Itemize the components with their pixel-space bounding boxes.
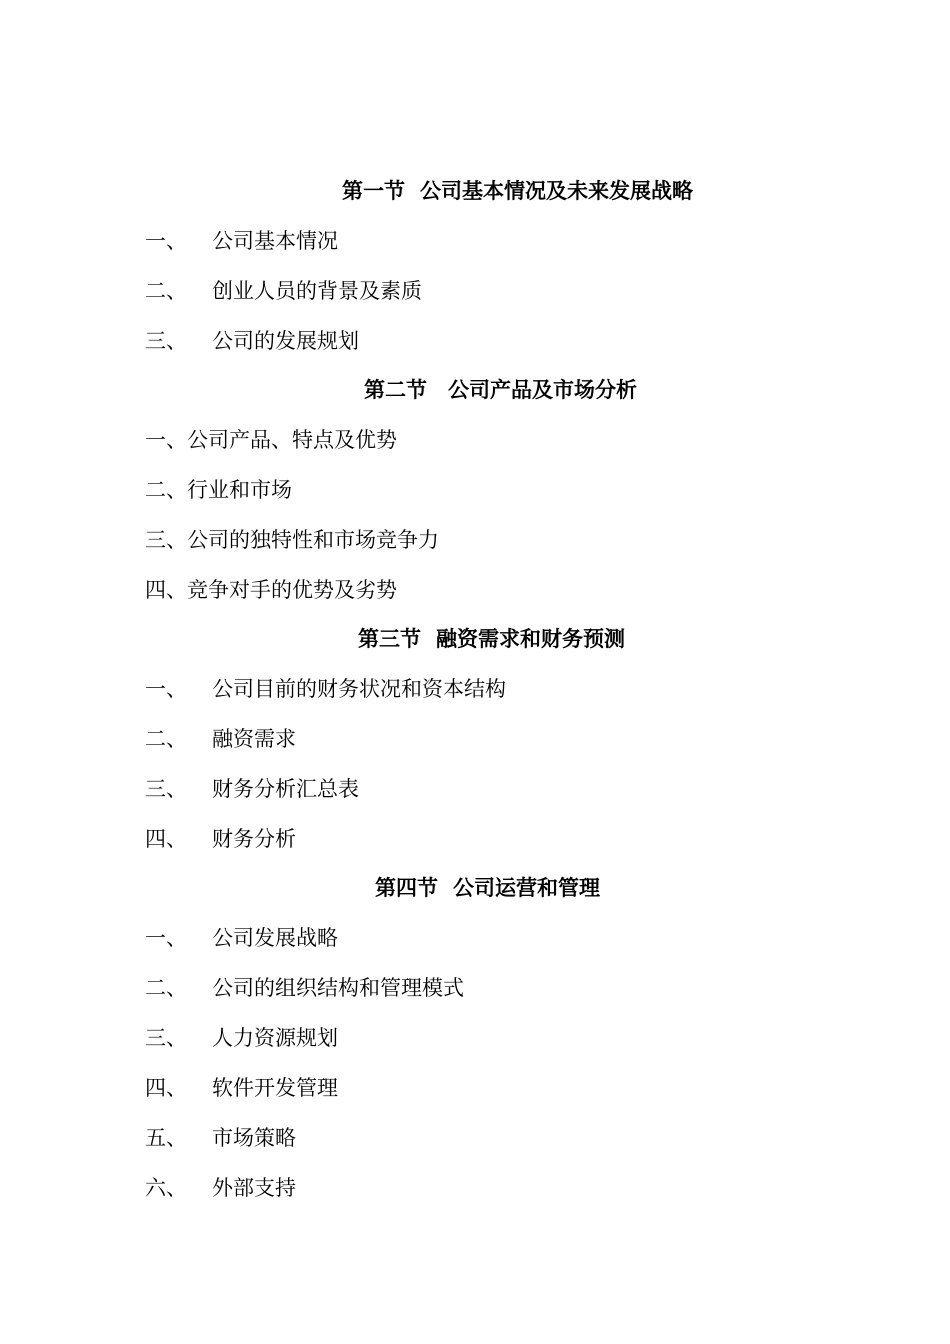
section-3-heading <box>0 624 950 654</box>
item-text: 外部支持 <box>212 1176 296 1200</box>
section-4-number: 第四节 <box>375 875 438 900</box>
section-3-number: 第三节 <box>358 626 421 651</box>
section-2-title: 公司产品及市场分析 <box>448 377 637 402</box>
item-text: 一、公司产品、特点及优势 <box>145 428 397 452</box>
item-text: 人力资源规划 <box>212 1026 338 1050</box>
item-text: 创业人员的背景及素质 <box>212 279 422 303</box>
item-number: 四、 <box>145 1076 187 1100</box>
section-4-heading <box>0 873 950 903</box>
item-number: 一、 <box>145 926 187 950</box>
item-text: 公司基本情况 <box>212 229 338 253</box>
list-item <box>145 575 397 605</box>
item-text: 三、公司的独特性和市场竞争力 <box>145 528 439 552</box>
item-text: 公司的组织结构和管理模式 <box>212 976 464 1000</box>
list-item <box>145 525 439 555</box>
list-item <box>145 475 292 505</box>
item-number: 一、 <box>145 229 187 253</box>
section-1-number: 第一节 <box>342 178 405 203</box>
item-text: 四、竞争对手的优势及劣势 <box>145 578 397 602</box>
section-2-number: 第二节 <box>364 377 427 402</box>
item-text: 财务分析汇总表 <box>212 777 359 801</box>
list-item <box>145 425 397 455</box>
section-3-title: 融资需求和财务预测 <box>436 626 625 651</box>
item-number: 二、 <box>145 727 187 751</box>
item-text: 公司目前的财务状况和资本结构 <box>212 677 506 701</box>
item-number: 三、 <box>145 1026 187 1050</box>
item-text: 软件开发管理 <box>212 1076 338 1100</box>
item-number: 一、 <box>145 677 187 701</box>
section-2-heading <box>0 375 950 405</box>
item-text: 公司发展战略 <box>212 926 338 950</box>
section-1-title: 公司基本情况及未来发展战略 <box>420 178 693 203</box>
item-text: 公司的发展规划 <box>212 329 359 353</box>
section-1-heading <box>0 176 950 206</box>
item-text: 市场策略 <box>212 1126 296 1150</box>
item-text: 二、行业和市场 <box>145 478 292 502</box>
item-number: 三、 <box>145 777 187 801</box>
item-number: 五、 <box>145 1126 187 1150</box>
item-text: 财务分析 <box>212 827 296 851</box>
item-text: 融资需求 <box>212 727 296 751</box>
item-number: 三、 <box>145 329 187 353</box>
item-number: 二、 <box>145 279 187 303</box>
item-number: 四、 <box>145 827 187 851</box>
item-number: 六、 <box>145 1176 187 1200</box>
item-number: 二、 <box>145 976 187 1000</box>
section-4-title: 公司运营和管理 <box>453 875 600 900</box>
